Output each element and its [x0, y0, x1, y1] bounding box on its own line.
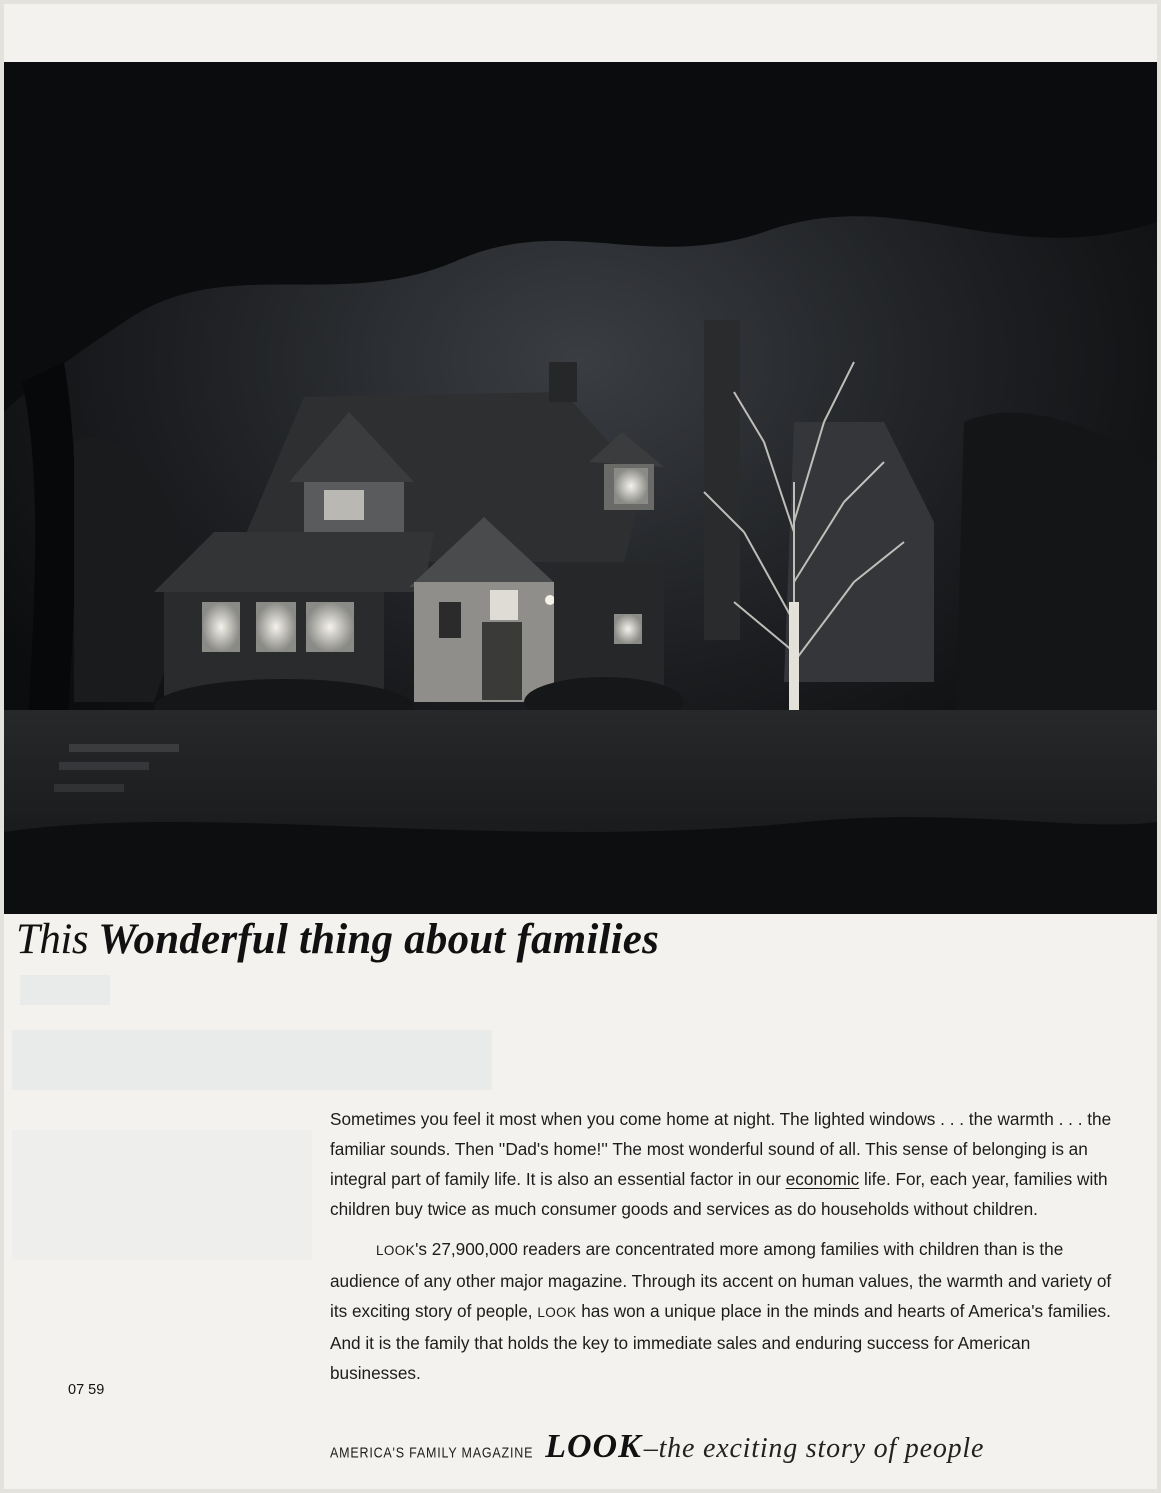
issue-code: 07 59 — [68, 1382, 105, 1398]
paragraph-2 — [330, 1234, 1120, 1388]
brand-inline-2: LOOK — [537, 1305, 577, 1320]
paragraph-1-before: Sometimes you feel it most when you come home at night. The lighted windows . . . the warmth . . . the familiar sounds. Then ''Dad's home!'' The most wonderful sound of all. This sense of belonging is an integral part of family life. It is also an essential factor in our — [330, 1109, 1112, 1189]
brand-logo: LOOK — [545, 1428, 642, 1465]
headline — [16, 915, 659, 964]
paragraph-1-after: life. For, each year, families with children buy twice as much consumer goods and services as do households without children. — [330, 1169, 1108, 1219]
night-house-photo — [4, 62, 1157, 914]
paragraph-2-part-1: 's 27,900,000 readers are concentrated more among families with children than is the audience of any other major magazine. Through its accent on human values, the warmth and variety of its exciting story of people, — [330, 1239, 1112, 1321]
brand-inline-1: LOOK — [376, 1243, 416, 1258]
headline-rest: Wonderful thing about families — [98, 916, 660, 963]
footer-signature — [330, 1428, 984, 1466]
paragraph-1 — [330, 1104, 1120, 1224]
paragraph-2-part-2: has won a unique place in the minds and hearts of America's families. And it is the family that holds the key to immediate sales and enduring success for American businesses. — [330, 1301, 1111, 1383]
show-through-block-3 — [12, 1130, 312, 1260]
tagline: –the exciting story of people — [643, 1433, 985, 1464]
headline-lead: This — [16, 916, 89, 963]
show-through-block-1 — [12, 1030, 492, 1090]
body-copy — [330, 1104, 1120, 1388]
house-illustration — [4, 62, 1157, 914]
magazine-label: AMERICA'S FAMILY MAGAZINE — [330, 1444, 534, 1462]
emphasis-economic: economic — [785, 1169, 860, 1189]
show-through-block-2 — [20, 975, 110, 1005]
